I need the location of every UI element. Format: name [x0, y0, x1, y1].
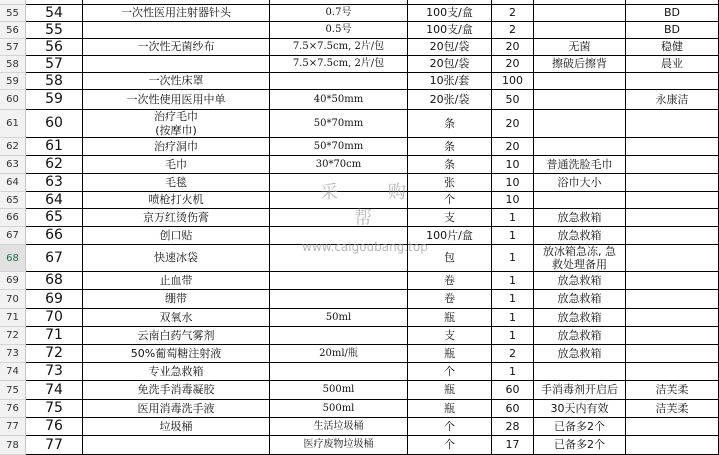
- cell-spec[interactable]: [270, 73, 408, 90]
- cell-qty[interactable]: 1: [492, 245, 534, 272]
- cell-name[interactable]: 双氧水: [83, 309, 270, 327]
- cell-name[interactable]: 一次性无菌纱布: [83, 39, 270, 56]
- cell-seq[interactable]: 64: [26, 192, 83, 209]
- cell-name[interactable]: 创口贴: [83, 227, 270, 245]
- cell-unit[interactable]: 20包/袋: [408, 56, 492, 73]
- cell-seq[interactable]: 77: [26, 436, 83, 455]
- row-header[interactable]: 69: [0, 272, 26, 290]
- cell-name[interactable]: [83, 56, 270, 73]
- cell-brand[interactable]: [626, 309, 719, 327]
- cell-note[interactable]: [534, 110, 626, 138]
- cell-seq[interactable]: 60: [26, 110, 83, 138]
- cell-note[interactable]: 普通洗脸毛巾: [534, 156, 626, 174]
- cell-unit[interactable]: 100支/盒: [408, 22, 492, 39]
- table-row: [0, 73, 719, 90]
- table-row: [0, 400, 719, 418]
- cell-name[interactable]: 垃圾桶: [83, 418, 270, 436]
- cell-spec[interactable]: [270, 272, 408, 290]
- cell-spec[interactable]: [270, 327, 408, 345]
- cell-qty[interactable]: 17: [492, 436, 534, 455]
- cell-brand[interactable]: [626, 174, 719, 192]
- table-row: [0, 290, 719, 309]
- cell-brand[interactable]: [626, 73, 719, 90]
- cell-seq[interactable]: 56: [26, 39, 83, 56]
- cell-seq[interactable]: 66: [26, 227, 83, 245]
- table-row: [0, 381, 719, 400]
- row-header[interactable]: 70: [0, 290, 26, 309]
- cell-name[interactable]: 医用消毒洗手液: [83, 400, 270, 418]
- row-header[interactable]: 64: [0, 174, 26, 192]
- cell-spec[interactable]: [270, 245, 408, 272]
- cell-brand[interactable]: BD: [626, 22, 719, 39]
- cell-name[interactable]: 治疗毛巾 (按摩巾): [83, 110, 270, 138]
- cell-note[interactable]: [534, 22, 626, 39]
- cell-brand[interactable]: [626, 327, 719, 345]
- cell-seq[interactable]: 57: [26, 56, 83, 73]
- cell-seq[interactable]: 58: [26, 73, 83, 90]
- cell-spec[interactable]: 40*50mm: [270, 90, 408, 110]
- cell-qty[interactable]: 20: [492, 138, 534, 156]
- table-row: [0, 209, 719, 227]
- cell-unit[interactable]: 100支/盒: [408, 5, 492, 22]
- cell-seq[interactable]: 68: [26, 272, 83, 290]
- cell-spec[interactable]: [270, 363, 408, 381]
- cell-unit[interactable]: 个: [408, 363, 492, 381]
- cell-spec[interactable]: 7.5×7.5cm, 2片/包: [270, 39, 408, 56]
- row-header[interactable]: 78: [0, 436, 26, 455]
- cell-unit[interactable]: 包: [408, 245, 492, 272]
- row-header[interactable]: 58: [0, 56, 26, 73]
- cell-unit[interactable]: 瓶: [408, 400, 492, 418]
- cell-note[interactable]: 放急救箱: [534, 227, 626, 245]
- cell-spec[interactable]: 0.7号: [270, 5, 408, 22]
- cell-unit[interactable]: 100片/盒: [408, 227, 492, 245]
- cell-unit[interactable]: 10张/套: [408, 73, 492, 90]
- cell-qty[interactable]: 50: [492, 90, 534, 110]
- cell-note[interactable]: 放急救箱: [534, 309, 626, 327]
- cell-brand[interactable]: [626, 418, 719, 436]
- row-header[interactable]: 77: [0, 418, 26, 436]
- cell-note[interactable]: [534, 5, 626, 22]
- row-header[interactable]: 63: [0, 156, 26, 174]
- cell-spec[interactable]: 500ml: [270, 381, 408, 400]
- cell-unit[interactable]: 卷: [408, 290, 492, 309]
- cell-qty[interactable]: 60: [492, 381, 534, 400]
- cell-note[interactable]: 放急救箱: [534, 272, 626, 290]
- cell-qty[interactable]: 20: [492, 56, 534, 73]
- cell-seq[interactable]: 67: [26, 245, 83, 272]
- cell-spec[interactable]: 50ml: [270, 309, 408, 327]
- table-row: [0, 56, 719, 73]
- cell-qty[interactable]: 2: [492, 5, 534, 22]
- cell-unit[interactable]: 张: [408, 174, 492, 192]
- row-header[interactable]: 73: [0, 345, 26, 363]
- cell-name[interactable]: 快速冰袋: [83, 245, 270, 272]
- cell-seq[interactable]: 65: [26, 209, 83, 227]
- cell-qty[interactable]: 1: [492, 209, 534, 227]
- table-row: [0, 5, 719, 22]
- cell-name[interactable]: 一次性床罩: [83, 73, 270, 90]
- cell-name[interactable]: 毛毯: [83, 174, 270, 192]
- cell-name[interactable]: 京万红烫伤膏: [83, 209, 270, 227]
- cell-spec[interactable]: 50*70mm: [270, 138, 408, 156]
- cell-unit[interactable]: 瓶: [408, 381, 492, 400]
- cell-name[interactable]: 一次性使用医用中单: [83, 90, 270, 110]
- cell-brand[interactable]: 永康洁: [626, 90, 719, 110]
- cell-name[interactable]: 专业急救箱: [83, 363, 270, 381]
- cell-brand[interactable]: [626, 209, 719, 227]
- cell-unit[interactable]: 个: [408, 418, 492, 436]
- table-row: [0, 22, 719, 39]
- row-header[interactable]: 68: [0, 245, 26, 272]
- cell-note[interactable]: 30天内有效: [534, 400, 626, 418]
- cell-seq[interactable]: 75: [26, 400, 83, 418]
- cell-name[interactable]: 治疗洞巾: [83, 138, 270, 156]
- cell-spec[interactable]: 30*70cm: [270, 156, 408, 174]
- cell-note[interactable]: [534, 138, 626, 156]
- table-row: [0, 309, 719, 327]
- cell-note[interactable]: [534, 363, 626, 381]
- cell-spec[interactable]: [270, 290, 408, 309]
- row-header[interactable]: 75: [0, 381, 26, 400]
- cell-brand[interactable]: [626, 138, 719, 156]
- cell-note[interactable]: 无菌: [534, 39, 626, 56]
- cell-seq[interactable]: 71: [26, 327, 83, 345]
- cell-qty[interactable]: 1: [492, 363, 534, 381]
- cell-unit[interactable]: 支: [408, 327, 492, 345]
- cell-spec[interactable]: [270, 192, 408, 209]
- cell-qty[interactable]: 1: [492, 272, 534, 290]
- cell-qty[interactable]: 2: [492, 22, 534, 39]
- cell-qty[interactable]: 28: [492, 418, 534, 436]
- cell-seq[interactable]: 76: [26, 418, 83, 436]
- cell-brand[interactable]: [626, 245, 719, 272]
- cell-brand[interactable]: [626, 436, 719, 455]
- cell-brand[interactable]: [626, 290, 719, 309]
- row-header[interactable]: 74: [0, 363, 26, 381]
- row-header[interactable]: 71: [0, 309, 26, 327]
- table-row: [0, 138, 719, 156]
- table-row: [0, 245, 719, 272]
- cell-brand[interactable]: [626, 227, 719, 245]
- cell-seq[interactable]: 63: [26, 174, 83, 192]
- cell-seq[interactable]: 74: [26, 381, 83, 400]
- table-row: [0, 327, 719, 345]
- cell-unit[interactable]: 条: [408, 138, 492, 156]
- cell-qty[interactable]: 2: [492, 345, 534, 363]
- cell-seq[interactable]: 55: [26, 22, 83, 39]
- row-header[interactable]: 62: [0, 138, 26, 156]
- table-row: [0, 436, 719, 455]
- cell-unit[interactable]: 个: [408, 192, 492, 209]
- cell-note[interactable]: 手消毒剂开启后: [534, 381, 626, 400]
- cell-note[interactable]: [534, 192, 626, 209]
- cell-qty[interactable]: 20: [492, 110, 534, 138]
- cell-qty[interactable]: 10: [492, 174, 534, 192]
- row-header[interactable]: 76: [0, 400, 26, 418]
- row-header[interactable]: 65: [0, 192, 26, 209]
- cell-spec[interactable]: 20ml/瓶: [270, 345, 408, 363]
- cell-qty[interactable]: 10: [492, 156, 534, 174]
- cell-note[interactable]: 放急救箱: [534, 290, 626, 309]
- cell-qty[interactable]: 1: [492, 227, 534, 245]
- cell-spec[interactable]: 生活垃圾桶: [270, 418, 408, 436]
- cell-name[interactable]: 云南白药气雾剂: [83, 327, 270, 345]
- cell-unit[interactable]: 条: [408, 110, 492, 138]
- cell-seq[interactable]: 54: [26, 5, 83, 22]
- cell-brand[interactable]: 洁芙柔: [626, 381, 719, 400]
- table-row: [0, 227, 719, 245]
- cell-name[interactable]: 毛巾: [83, 156, 270, 174]
- watermark-title: 采 购 帮: [320, 182, 428, 229]
- table-row: [0, 156, 719, 174]
- cell-spec[interactable]: [270, 209, 408, 227]
- table-row: [0, 39, 719, 56]
- table-row: [0, 90, 719, 110]
- cell-qty[interactable]: 1: [492, 327, 534, 345]
- table-row: [0, 272, 719, 290]
- table-row: [0, 418, 719, 436]
- cell-qty[interactable]: 10: [492, 192, 534, 209]
- cell-qty[interactable]: 1: [492, 309, 534, 327]
- cell-note[interactable]: 放急救箱: [534, 345, 626, 363]
- cell-note[interactable]: [534, 73, 626, 90]
- cell-unit[interactable]: 20张/袋: [408, 90, 492, 110]
- cell-note[interactable]: 已备多2个: [534, 418, 626, 436]
- cell-brand[interactable]: [626, 156, 719, 174]
- cell-unit[interactable]: 个: [408, 436, 492, 455]
- cell-name[interactable]: 50%葡萄糖注射液: [83, 345, 270, 363]
- cell-spec[interactable]: 50*70mm: [270, 110, 408, 138]
- watermark-url: www.caigoubang.top: [302, 240, 428, 254]
- cell-qty[interactable]: 1: [492, 290, 534, 309]
- cell-spec[interactable]: [270, 174, 408, 192]
- row-header[interactable]: 55: [0, 5, 26, 22]
- row-header[interactable]: 57: [0, 39, 26, 56]
- cell-spec[interactable]: 7.5×7.5cm, 2片/包: [270, 56, 408, 73]
- cell-qty[interactable]: 100: [492, 73, 534, 90]
- cell-name[interactable]: 免洗手消毒凝胶: [83, 381, 270, 400]
- cell-note[interactable]: 已备多2个: [534, 436, 626, 455]
- table-row: [0, 110, 719, 138]
- cell-unit[interactable]: 瓶: [408, 309, 492, 327]
- cell-note[interactable]: [534, 90, 626, 110]
- cell-spec[interactable]: 0.5号: [270, 22, 408, 39]
- cell-note[interactable]: 放急救箱: [534, 209, 626, 227]
- cell-qty[interactable]: 60: [492, 400, 534, 418]
- table-row: [0, 174, 719, 192]
- row-header[interactable]: 59: [0, 73, 26, 90]
- cell-unit[interactable]: 条: [408, 156, 492, 174]
- cell-unit[interactable]: 卷: [408, 272, 492, 290]
- row-header[interactable]: 67: [0, 227, 26, 245]
- cell-brand[interactable]: [626, 345, 719, 363]
- table-row: [0, 192, 719, 209]
- table-row: [0, 363, 719, 381]
- cell-seq[interactable]: 70: [26, 309, 83, 327]
- cell-spec[interactable]: 医疗废物垃圾桶: [270, 436, 408, 455]
- row-header[interactable]: 61: [0, 110, 26, 138]
- cell-seq[interactable]: 62: [26, 156, 83, 174]
- cell-brand[interactable]: [626, 363, 719, 381]
- cell-name[interactable]: 止血带: [83, 272, 270, 290]
- cell-seq[interactable]: 59: [26, 90, 83, 110]
- cell-qty[interactable]: 20: [492, 39, 534, 56]
- row-header[interactable]: 66: [0, 209, 26, 227]
- cell-brand[interactable]: 稳健: [626, 39, 719, 56]
- cell-unit[interactable]: 支: [408, 209, 492, 227]
- cell-unit[interactable]: 瓶: [408, 345, 492, 363]
- cell-seq[interactable]: 72: [26, 345, 83, 363]
- cell-spec[interactable]: [270, 227, 408, 245]
- cell-name[interactable]: 绷带: [83, 290, 270, 309]
- cell-brand[interactable]: [626, 110, 719, 138]
- cell-brand[interactable]: BD: [626, 5, 719, 22]
- cell-name[interactable]: [83, 22, 270, 39]
- cell-note[interactable]: 擦破后擦背: [534, 56, 626, 73]
- cell-brand[interactable]: 洁芙柔: [626, 400, 719, 418]
- table-row: [0, 345, 719, 363]
- cell-seq[interactable]: 69: [26, 290, 83, 309]
- cell-brand[interactable]: [626, 192, 719, 209]
- row-header[interactable]: 56: [0, 22, 26, 39]
- cell-note[interactable]: 放冰箱急冻, 急 救处理备用: [534, 245, 626, 272]
- cell-spec[interactable]: 500ml: [270, 400, 408, 418]
- cell-note[interactable]: 浴巾大小: [534, 174, 626, 192]
- row-header[interactable]: 60: [0, 90, 26, 110]
- row-header[interactable]: 72: [0, 327, 26, 345]
- cell-brand[interactable]: 晨业: [626, 56, 719, 73]
- cell-seq[interactable]: 61: [26, 138, 83, 156]
- cell-unit[interactable]: 20包/袋: [408, 39, 492, 56]
- cell-seq[interactable]: 73: [26, 363, 83, 381]
- cell-note[interactable]: 放急救箱: [534, 327, 626, 345]
- cell-brand[interactable]: [626, 272, 719, 290]
- cell-name[interactable]: [83, 436, 270, 455]
- cell-name[interactable]: 一次性医用注射器针头: [83, 5, 270, 22]
- cell-name[interactable]: 喷枪打火机: [83, 192, 270, 209]
